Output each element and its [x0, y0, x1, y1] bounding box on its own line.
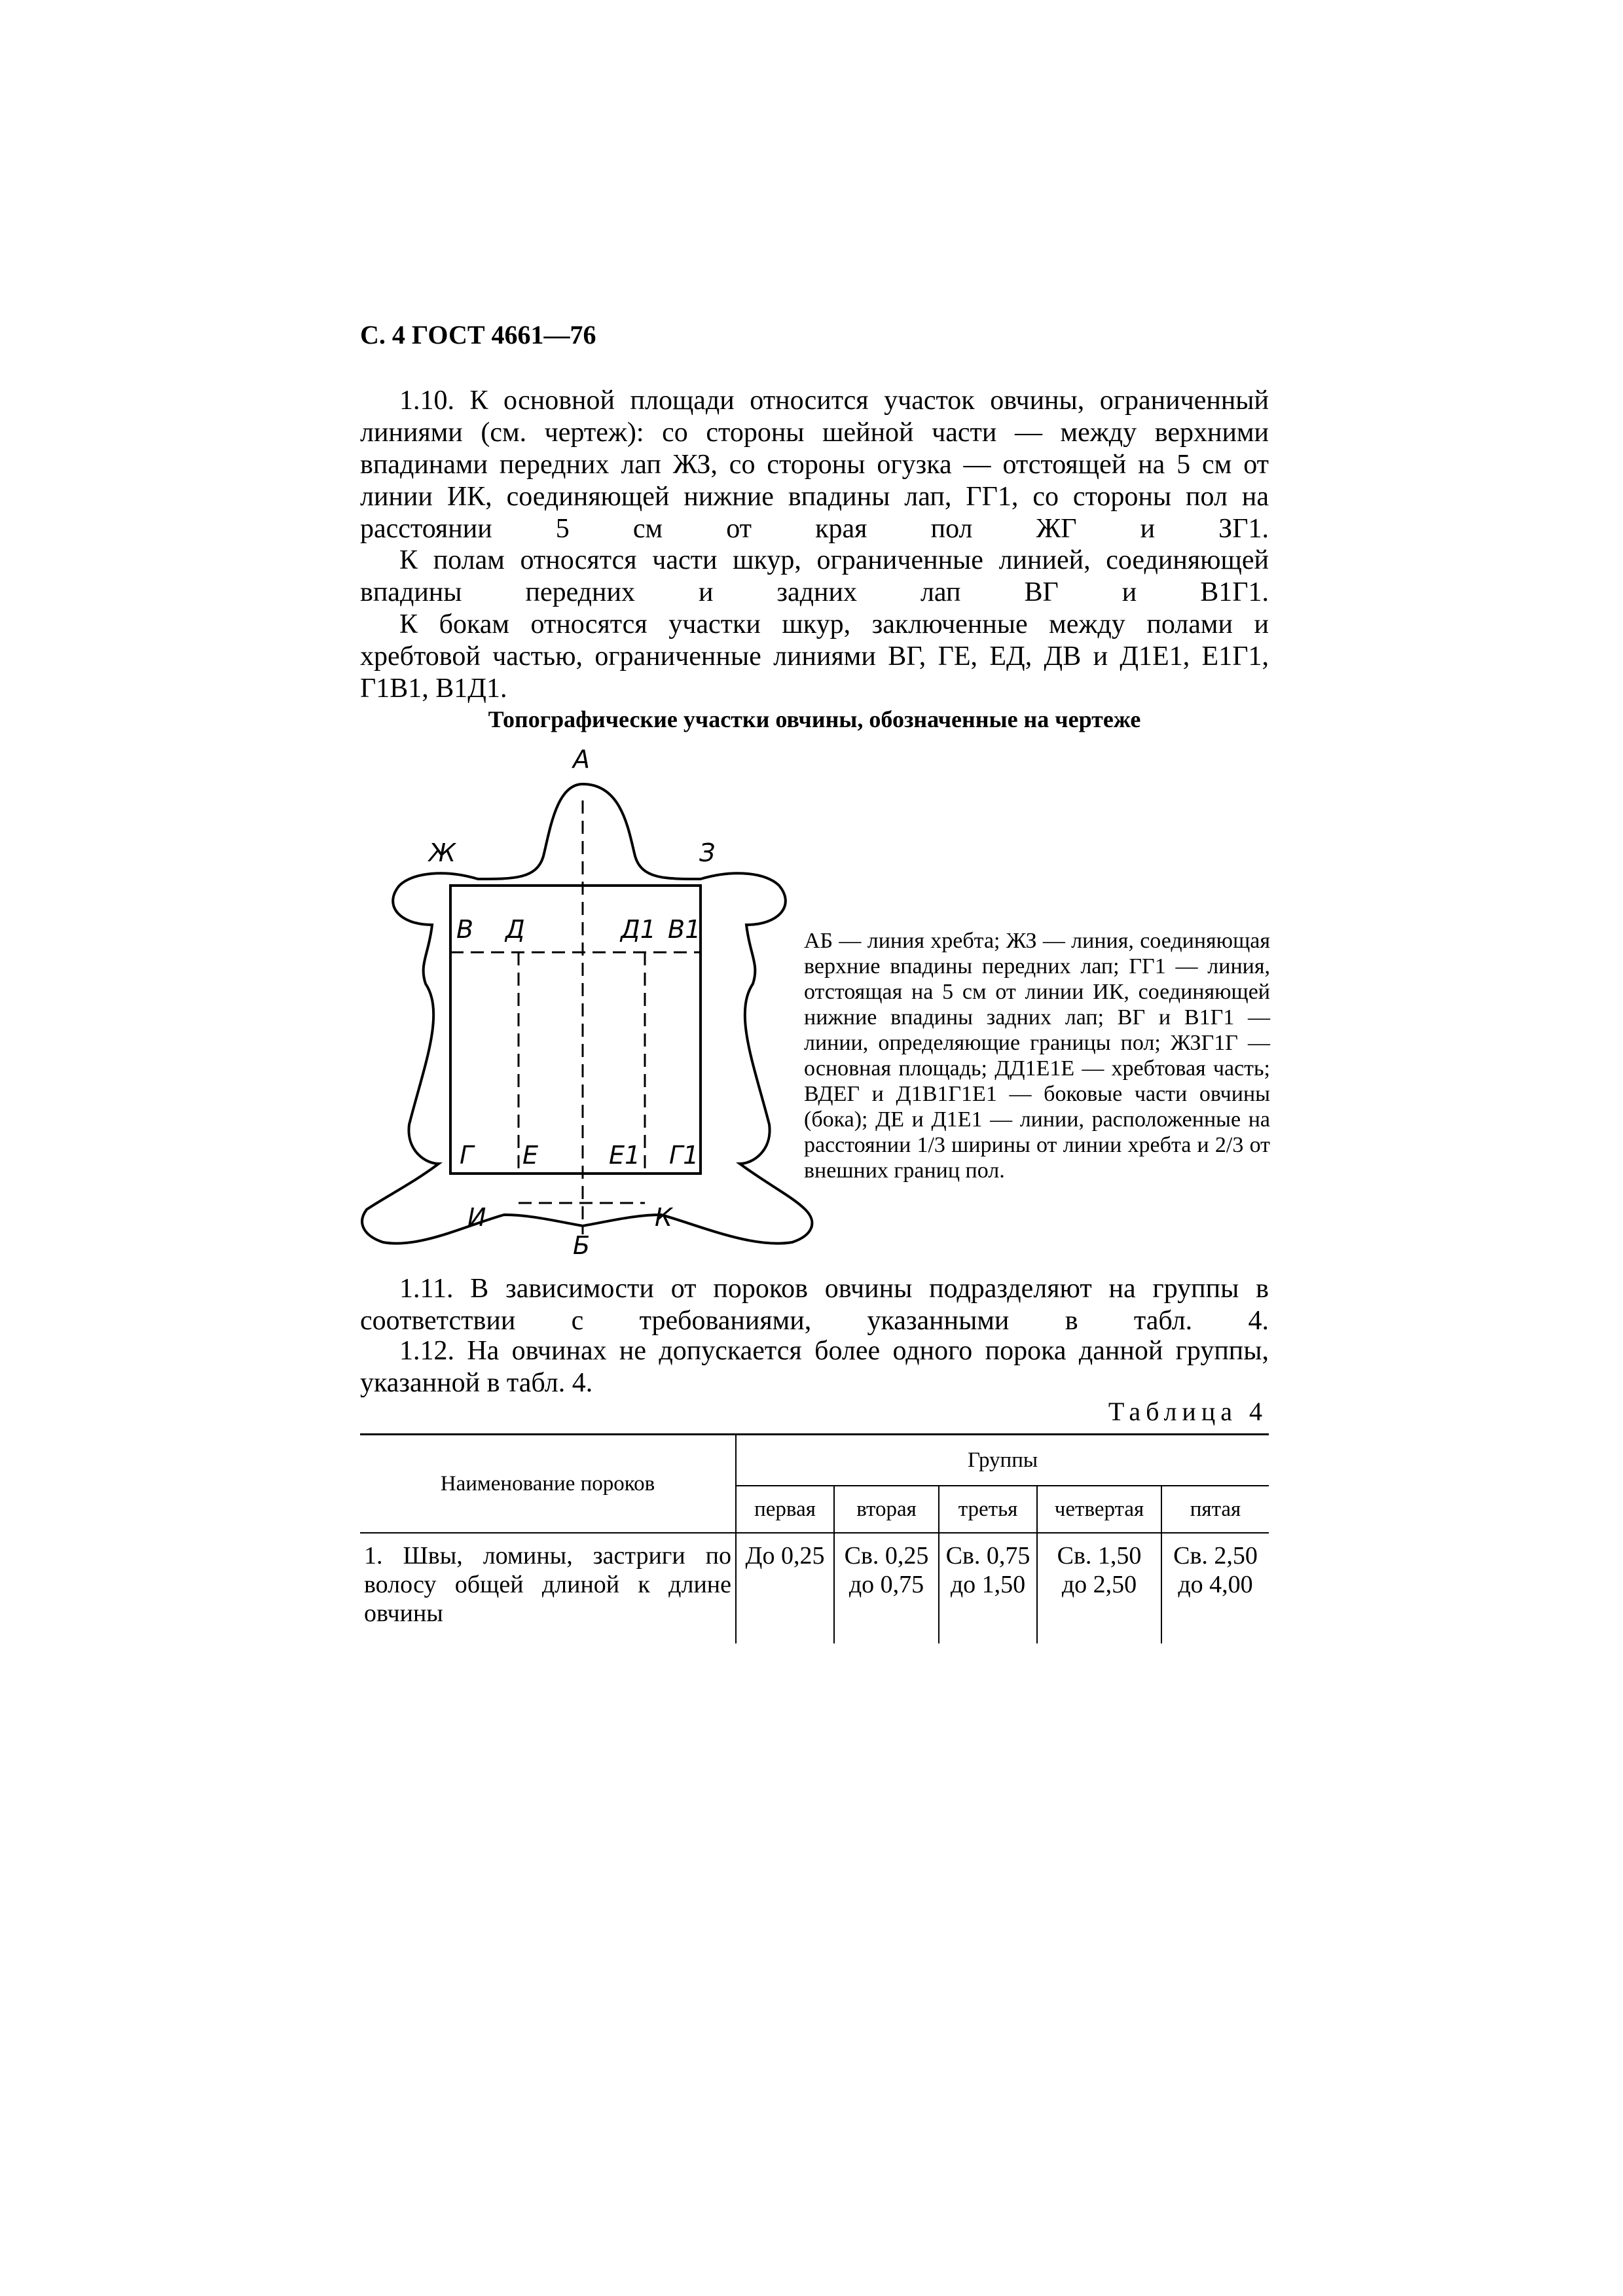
label-v: В	[456, 915, 474, 944]
defect-name: 1. Швы, ломины, застриги по волосу общей длиной к длине овчины	[360, 1533, 736, 1643]
paragraph-1-10: 1.10. К основной площади относится участок овчины, ограниченный линиями (см. чертеж): со стороны шейной части — между верхними впадинами передних лап ЖЗ, со стороны огузка — отстоящей на 5 см от линии ИК, соединяющей нижние впадины лап, ГГ1, со стороны пол на расстоянии 5 см от края пол ЖГ и ЗГ1.	[360, 386, 1269, 544]
page-header: С. 4 ГОСТ 4661—76	[360, 320, 596, 350]
label-b: Б	[573, 1231, 591, 1255]
table-row	[360, 1533, 1269, 1643]
group-2: вторая	[834, 1486, 939, 1533]
defects-table	[360, 1433, 1269, 1643]
group-4: четвертая	[1037, 1486, 1161, 1533]
header-groups: Группы	[736, 1435, 1269, 1486]
label-z: З	[699, 838, 716, 867]
paragraph-1-12: 1.12. На овчинах не допускается более одного порока данной группы, указанной в табл. 4.	[360, 1336, 1269, 1398]
cell-group-4: Св. 1,50 до 2,50	[1037, 1533, 1161, 1643]
figure-title: Топографические участки овчины, обозначенные на чертеже	[488, 706, 1141, 732]
label-k: К	[655, 1203, 672, 1232]
label-v1: В1	[668, 915, 701, 944]
sheepskin-diagram	[347, 738, 831, 1255]
group-5: пятая	[1161, 1486, 1269, 1533]
label-g1: Г1	[669, 1141, 699, 1170]
cell-group-5: Св. 2,50 до 4,00	[1161, 1533, 1269, 1643]
label-a: А	[573, 745, 590, 774]
table-caption: Таблица 4	[1108, 1397, 1267, 1426]
cell-group-1: До 0,25	[736, 1533, 834, 1643]
group-3: третья	[939, 1486, 1037, 1533]
main-area	[450, 886, 701, 1174]
cell-group-2: Св. 0,25 до 0,75	[834, 1533, 939, 1643]
label-d1: Д1	[621, 915, 656, 944]
label-e: Е	[522, 1141, 539, 1170]
paragraph-1-11: 1.11. В зависимости от пороков овчины подразделяют на группы в соответствии с требованиями, указанными в табл. 4.	[360, 1274, 1269, 1336]
cell-group-3: Св. 0,75 до 1,50	[939, 1533, 1037, 1643]
paragraph-boka: К бокам относятся участки шкур, заключенные между полами и хребтовой частью, ограниченные линиями ВГ, ГЕ, ЕД, ДВ и Д1Е1, Е1Г1, Г1В1, В1Д1.	[360, 609, 1269, 704]
label-i: И	[467, 1203, 486, 1232]
label-zh: Ж	[429, 838, 456, 867]
paragraph-poly: К полам относятся части шкур, ограниченные линией, соединяющей впадины передних и задних лап ВГ и В1Г1.	[360, 545, 1269, 607]
group-1: первая	[736, 1486, 834, 1533]
label-d: Д	[505, 915, 525, 944]
header-name: Наименование пороков	[360, 1435, 736, 1534]
label-e1: Е1	[609, 1141, 641, 1170]
label-g: Г	[460, 1141, 474, 1170]
figure-legend: АБ — линия хребта; ЖЗ — линия, соединяющая верхние впадины передних лап; ГГ1 — линия, отстоящая на 5 см от линии ИК, соединяющей нижние впадины задних лап; ВГ и В1Г1 — линии, определяющие границы пол; ЖЗГ1Г — основная площадь; ДД1Е1Е — хребтовая часть; ВДЕГ и Д1В1Г1Е1 — боковые части овчины (бока); ДЕ и Д1Е1 — линии, расположенные на расстоянии 1/3 ширины от линии хребта и 2/3 от внешних границ пол.	[804, 929, 1270, 1183]
